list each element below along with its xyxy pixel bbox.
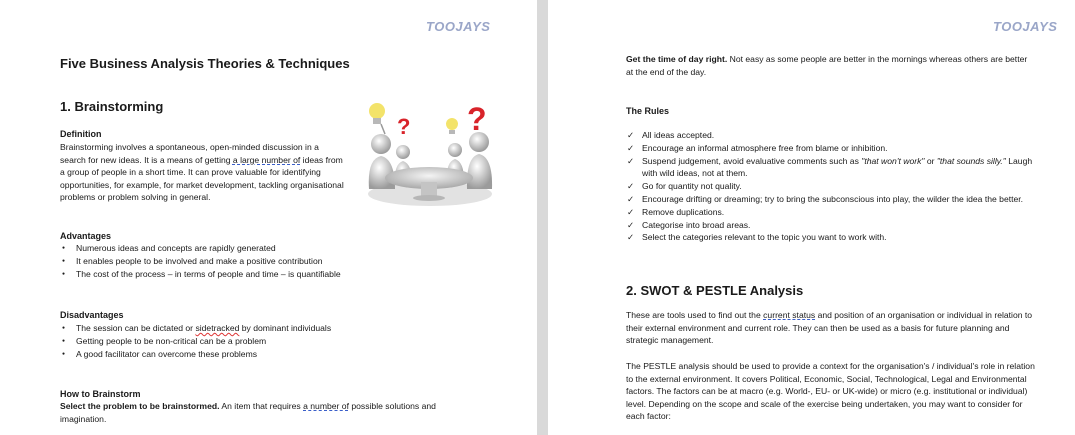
section-heading-brainstorming: 1. Brainstorming <box>60 99 164 114</box>
how-to-label: How to Brainstorm <box>60 389 141 399</box>
advantages-list <box>60 242 400 280</box>
disadvantages-list <box>60 322 400 360</box>
timing-text: Get the time of day right. Not easy as some people are better in the mornings whereas others are better at the end of the day. <box>626 54 1028 77</box>
list-item: ● A good facilitator can overcome these problems <box>60 348 400 361</box>
list-item: ● The cost of the process – in terms of people and time – is quantifiable <box>60 268 400 281</box>
list-item: ✓ Select the categories relevant to the topic you want to work with. <box>626 231 1036 244</box>
swot-text: These are tools used to find out the current status and position of an organisation or individual in relation to their external environment and current role. They can then be used as a basis for future planning and strategic management. <box>626 310 1033 346</box>
list-item: ✓ Remove duplications. <box>626 206 1036 219</box>
rules-list <box>626 129 1036 244</box>
list-item: ✓ All ideas accepted. <box>626 129 1036 142</box>
brand-logo: TOOJAYS <box>426 19 491 34</box>
meeting-illustration <box>355 94 500 212</box>
list-item: ✓ Categorise into broad areas. <box>626 219 1036 232</box>
section-heading-swot: 2. SWOT & PESTLE Analysis <box>626 283 804 298</box>
document-page-1 <box>0 0 537 435</box>
document-page-2 <box>548 0 1075 435</box>
list-item: ✓ Encourage drifting or dreaming; try to bring the subconscious into play, the wilder the idea the better. <box>626 193 1036 206</box>
list-item: ✓ Suspend judgement, avoid evaluative comments such as "that won't work" or "that sounds silly." Laugh with wild ideas, not at them. <box>626 155 1036 181</box>
definition-text: Brainstorming involves a spontaneous, open-minded discussion in a search for new ideas. It is a means of getting a large number of ideas from a group of people in a short time. It can prove valuable for identifying opportunities, for example, for market development, tackling organisational problems or problem solving in general. <box>60 142 344 203</box>
rules-label: The Rules <box>626 106 670 116</box>
document-title: Five Business Analysis Theories & Techniques <box>60 56 350 71</box>
definition-label: Definition <box>60 129 102 139</box>
pestle-text: The PESTLE analysis should be used to provide a context for the organisation's / individual's role in relation to the external environment. It covers Political, Economic, Social, Technological, Legal and Environmental factors. The factors can be at macro (e.g. World-, EU- or UK-wide) or micro (e.g. institutional or individual) level. Depending on the scope and scale of the exercise being undertaken, you may want to consider for each factor: <box>626 361 1035 422</box>
disadvantages-label: Disadvantages <box>60 310 124 320</box>
list-item: ● It enables people to be involved and make a positive contribution <box>60 255 400 268</box>
how-to-text: Select the problem to be brainstormed. An item that requires a number of possible solutions and imagination. <box>60 401 436 424</box>
list-item: ● Numerous ideas and concepts are rapidly generated <box>60 242 400 255</box>
list-item: ✓ Encourage an informal atmosphere free from blame or inhibition. <box>626 142 1036 155</box>
list-item: ✓ Go for quantity not quality. <box>626 180 1036 193</box>
brand-logo: TOOJAYS <box>993 19 1058 34</box>
svg-text:?: ? <box>467 101 487 137</box>
advantages-label: Advantages <box>60 231 112 241</box>
list-item: ● Getting people to be non-critical can be a problem <box>60 335 400 348</box>
svg-text:?: ? <box>397 114 411 139</box>
list-item: ● The session can be dictated or sidetracked by dominant individuals <box>60 322 400 335</box>
